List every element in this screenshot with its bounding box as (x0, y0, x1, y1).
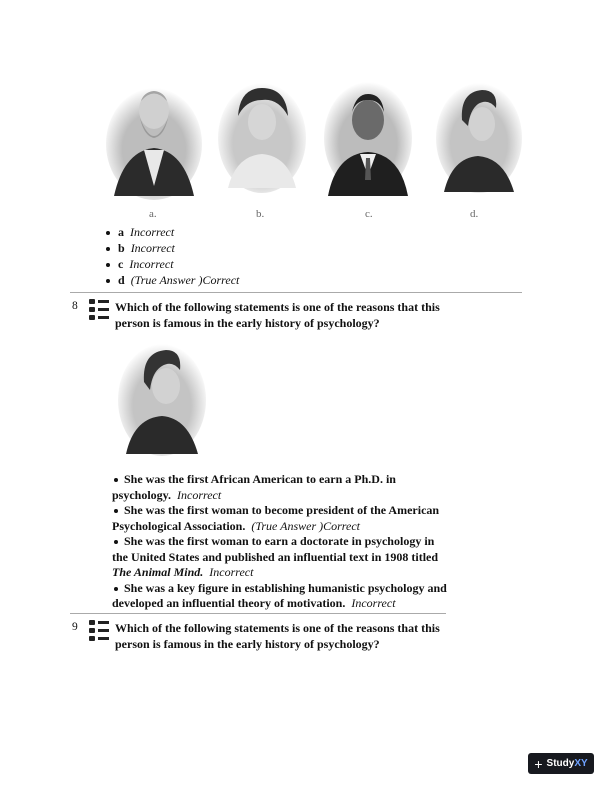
answer-1 (112, 472, 452, 503)
bullet-icon (114, 478, 118, 482)
portrait-d-image (434, 76, 524, 201)
option-c (106, 256, 239, 272)
option-b (106, 240, 239, 256)
question8-text: Which of the following statements is one of the reasons that this person is famous in the early history of psychology? (115, 300, 440, 330)
bullet-icon (106, 279, 110, 283)
option-a (106, 224, 239, 240)
answer-result: Incorrect (177, 487, 222, 502)
question7-options (106, 224, 239, 288)
option-letter: b (118, 241, 125, 255)
bullet-icon (114, 509, 118, 513)
plus-icon: + (534, 755, 543, 772)
question8-number: 8 (72, 300, 78, 312)
question8-portrait-image (116, 338, 208, 460)
answer-text: She was the first woman to earn a doctorate in psychology in the United States and published an influential text in 1908 titled (112, 534, 439, 564)
answer-text: She was the first African American to earn a Ph.D. in psychology. (112, 472, 396, 502)
caption-b: b. (256, 208, 265, 220)
portrait-c-image (322, 76, 414, 201)
answer-4 (112, 581, 452, 612)
option-result: Incorrect (130, 241, 175, 255)
caption-c: c. (365, 208, 373, 220)
caption-a: a. (149, 208, 157, 220)
answer-3 (112, 534, 452, 581)
divider (70, 292, 522, 293)
answer-text: She was a key figure in establishing humanistic psychology and developed an influential theory of motivation. (112, 580, 447, 610)
answer-result: Incorrect (351, 596, 396, 610)
answer-result: Incorrect (209, 565, 254, 579)
bullet-icon (114, 540, 118, 544)
option-result: Incorrect (130, 225, 175, 239)
question9-text: Which of the following statements is one of the reasons that this person is famous in the early history of psychology? (115, 621, 440, 651)
question8-answers (112, 472, 452, 612)
question-list-icon (88, 619, 110, 643)
bullet-icon (106, 247, 110, 251)
option-letter: c (118, 257, 124, 271)
caption-d: d. (470, 208, 479, 220)
studyxy-badge[interactable] (528, 753, 594, 774)
portraits-figure (104, 76, 524, 226)
bullet-icon (106, 231, 110, 235)
option-result: (True Answer )Correct (130, 273, 240, 287)
brand-prefix: Study (546, 758, 575, 769)
answer-text: She was the first woman to become president of the American Psychological Association. (112, 503, 440, 533)
bullet-icon (106, 263, 110, 267)
option-d (106, 272, 239, 288)
bullet-icon (114, 587, 118, 591)
divider (70, 613, 446, 614)
question-list-icon (88, 298, 110, 322)
option-result: Incorrect (129, 257, 174, 271)
answer-2 (112, 503, 452, 534)
brand-suffix: XY (574, 758, 588, 769)
portrait-b-image (216, 76, 308, 201)
option-letter: a (118, 225, 124, 239)
answer-result: (True Answer )Correct (251, 518, 361, 533)
portrait-a-image (104, 76, 204, 201)
option-letter: d (118, 273, 125, 287)
answer-book-title: The Animal Mind. (112, 565, 204, 579)
question9-number: 9 (72, 621, 78, 633)
